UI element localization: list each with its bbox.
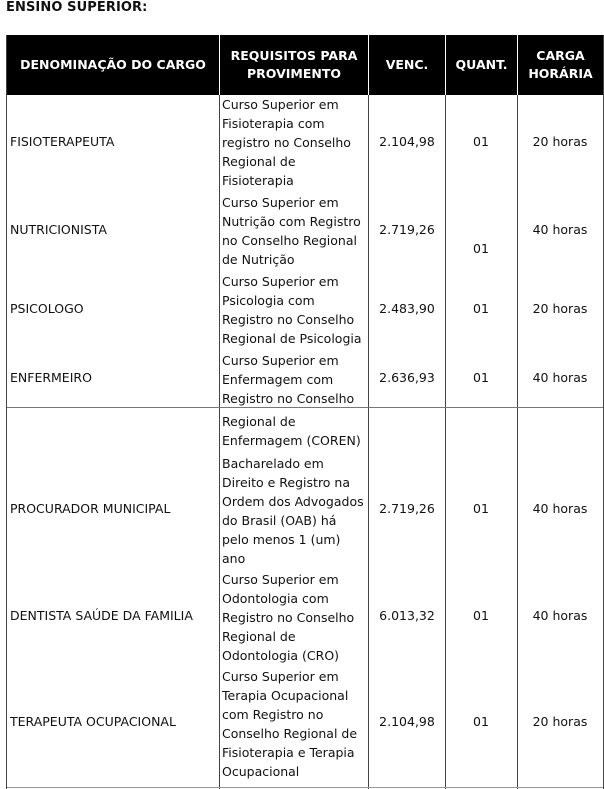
cargo-name: PSICOLOGO	[10, 301, 84, 316]
header-carga: CARGA HORÁRIA	[528, 48, 593, 81]
quant-value: 01	[473, 501, 489, 516]
cargo-name: PROCURADOR MUNICIPAL	[10, 501, 171, 516]
venc-value: 2.719,26	[379, 501, 435, 516]
venc-value: 2.104,98	[379, 714, 435, 729]
quant-value: 01	[473, 608, 489, 623]
carga-value: 20 horas	[532, 301, 588, 316]
venc-value: 2.104,98	[379, 134, 435, 149]
cargo-name: NUTRICIONISTA	[10, 222, 107, 237]
quant-value: 01	[473, 714, 489, 729]
requisitos-text: Curso Superior em Terapia Ocupacional com Registro no Conselho Regional de Fisioterapia e Terapia Ocupacional	[222, 669, 358, 779]
quant-value: 01	[473, 370, 489, 385]
cargo-name: TERAPEUTA OCUPACIONAL	[10, 714, 176, 729]
quant-value: 01	[473, 241, 489, 256]
venc-value: 6.013,32	[379, 608, 435, 623]
cargo-name: FISIOTERAPEUTA	[10, 134, 115, 149]
cargos-table	[6, 35, 604, 789]
carga-value: 20 horas	[532, 714, 588, 729]
quant-value: 01	[473, 134, 489, 149]
section-title: ENSINO SUPERIOR:	[6, 0, 148, 15]
header-quant: QUANT.	[455, 57, 508, 72]
header-requisitos: REQUISITOS PARA PROVIMENTO	[230, 48, 358, 81]
requisitos-text: Curso Superior em Fisioterapia com registro no Conselho Regional de Fisioterapia	[222, 97, 351, 188]
requisitos-text: Curso Superior em Psicologia com Registro no Conselho Regional de Psicologia	[222, 274, 362, 346]
header-venc: VENC.	[385, 57, 429, 72]
carga-value: 40 horas	[532, 501, 588, 516]
requisitos-text: Curso Superior em Nutrição com Registro no Conselho Regional de Nutrição	[222, 195, 361, 267]
quant-value: 01	[473, 301, 489, 316]
table-header	[7, 35, 603, 95]
venc-value: 2.719,26	[379, 222, 435, 237]
requisitos-text: Curso Superior em Enfermagem com Registro no Conselho Regional de Enfermagem (COREN)	[222, 353, 361, 448]
carga-value: 40 horas	[532, 370, 588, 385]
carga-value: 20 horas	[532, 134, 588, 149]
venc-value: 2.636,93	[379, 370, 435, 385]
header-cargo: DENOMINAÇÃO DO CARGO	[20, 57, 206, 72]
requisitos-text: Bacharelado em Direito e Registro na Ordem dos Advogados do Brasil (OAB) há pelo menos 1 (um) ano	[222, 456, 364, 566]
requisitos-text: Curso Superior em Odontologia com Registro no Conselho Regional de Odontologia (CRO)	[222, 572, 355, 663]
carga-value: 40 horas	[532, 608, 588, 623]
venc-value: 2.483,90	[379, 301, 435, 316]
cargo-name: ENFERMEIRO	[10, 370, 92, 385]
carga-value: 40 horas	[532, 222, 588, 237]
cargo-name: DENTISTA SAÚDE DA FAMILIA	[10, 608, 193, 623]
